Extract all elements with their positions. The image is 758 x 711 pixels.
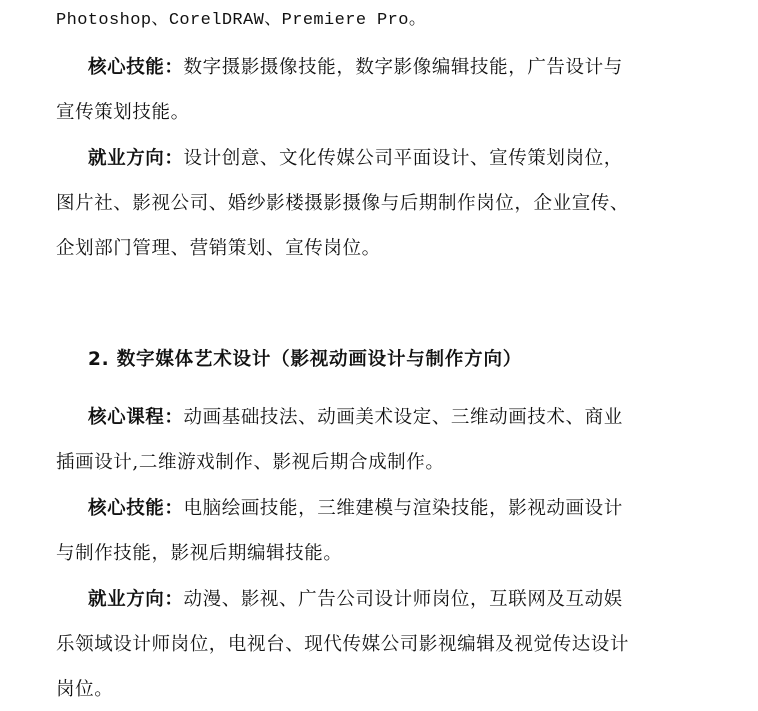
s2-courses-paragraph-line1 (88, 406, 758, 430)
s1-skills-paragraph-line1 (88, 56, 758, 80)
s2-career-text-2: 乐领域设计师岗位，电视台、现代传媒公司影视编辑及视觉传达设计 (56, 634, 630, 655)
s2-career-label: 就业方向： (88, 589, 184, 610)
software-list-text: Photoshop、CorelDRAW、Premiere Pro。 (56, 11, 427, 30)
s1-career-paragraph-line3 (56, 237, 758, 261)
s1-career-label: 就业方向： (88, 148, 184, 169)
s2-skills-label: 核心技能： (88, 498, 184, 519)
s1-career-paragraph-line1 (88, 147, 758, 171)
s1-skills-label: 核心技能： (88, 57, 184, 78)
s2-career-text-1: 动漫、影视、广告公司设计师岗位，互联网及互动娱 (183, 589, 623, 610)
s1-career-text-2: 图片社、影视公司、婚纱影楼摄影摄像与后期制作岗位，企业宣传、 (56, 193, 630, 214)
s2-skills-text-2: 与制作技能，影视后期编辑技能。 (56, 543, 343, 564)
s2-career-paragraph-line1 (88, 588, 758, 612)
s2-courses-label: 核心课程： (88, 407, 184, 428)
s1-career-text-1: 设计创意、文化传媒公司平面设计、宣传策划岗位， (183, 148, 623, 169)
section2-heading (88, 348, 758, 372)
s2-skills-paragraph-line2 (56, 542, 758, 566)
s1-skills-text-2: 宣传策划技能。 (56, 102, 190, 123)
software-list-line (56, 9, 758, 33)
s2-career-paragraph-line2 (56, 633, 758, 657)
s2-career-text-3: 岗位。 (56, 679, 114, 700)
s1-skills-text-1: 数字摄影摄像技能，数字影像编辑技能，广告设计与 (183, 57, 623, 78)
s2-career-paragraph-line3 (56, 678, 758, 702)
s2-skills-text-1: 电脑绘画技能，三维建模与渲染技能，影视动画设计 (183, 498, 623, 519)
s2-courses-paragraph-line2 (56, 451, 758, 475)
s1-career-paragraph-line2 (56, 192, 758, 216)
section2-heading-text: 2. 数字媒体艺术设计（影视动画设计与制作方向） (88, 349, 523, 370)
s2-courses-text-1: 动画基础技法、动画美术设定、三维动画技术、商业 (183, 407, 623, 428)
s1-skills-paragraph-line2 (56, 101, 758, 125)
s2-courses-text-2: 插画设计,二维游戏制作、影视后期合成制作。 (56, 452, 445, 473)
s2-skills-paragraph-line1 (88, 497, 758, 521)
s1-career-text-3: 企划部门管理、营销策划、宣传岗位。 (56, 238, 381, 259)
